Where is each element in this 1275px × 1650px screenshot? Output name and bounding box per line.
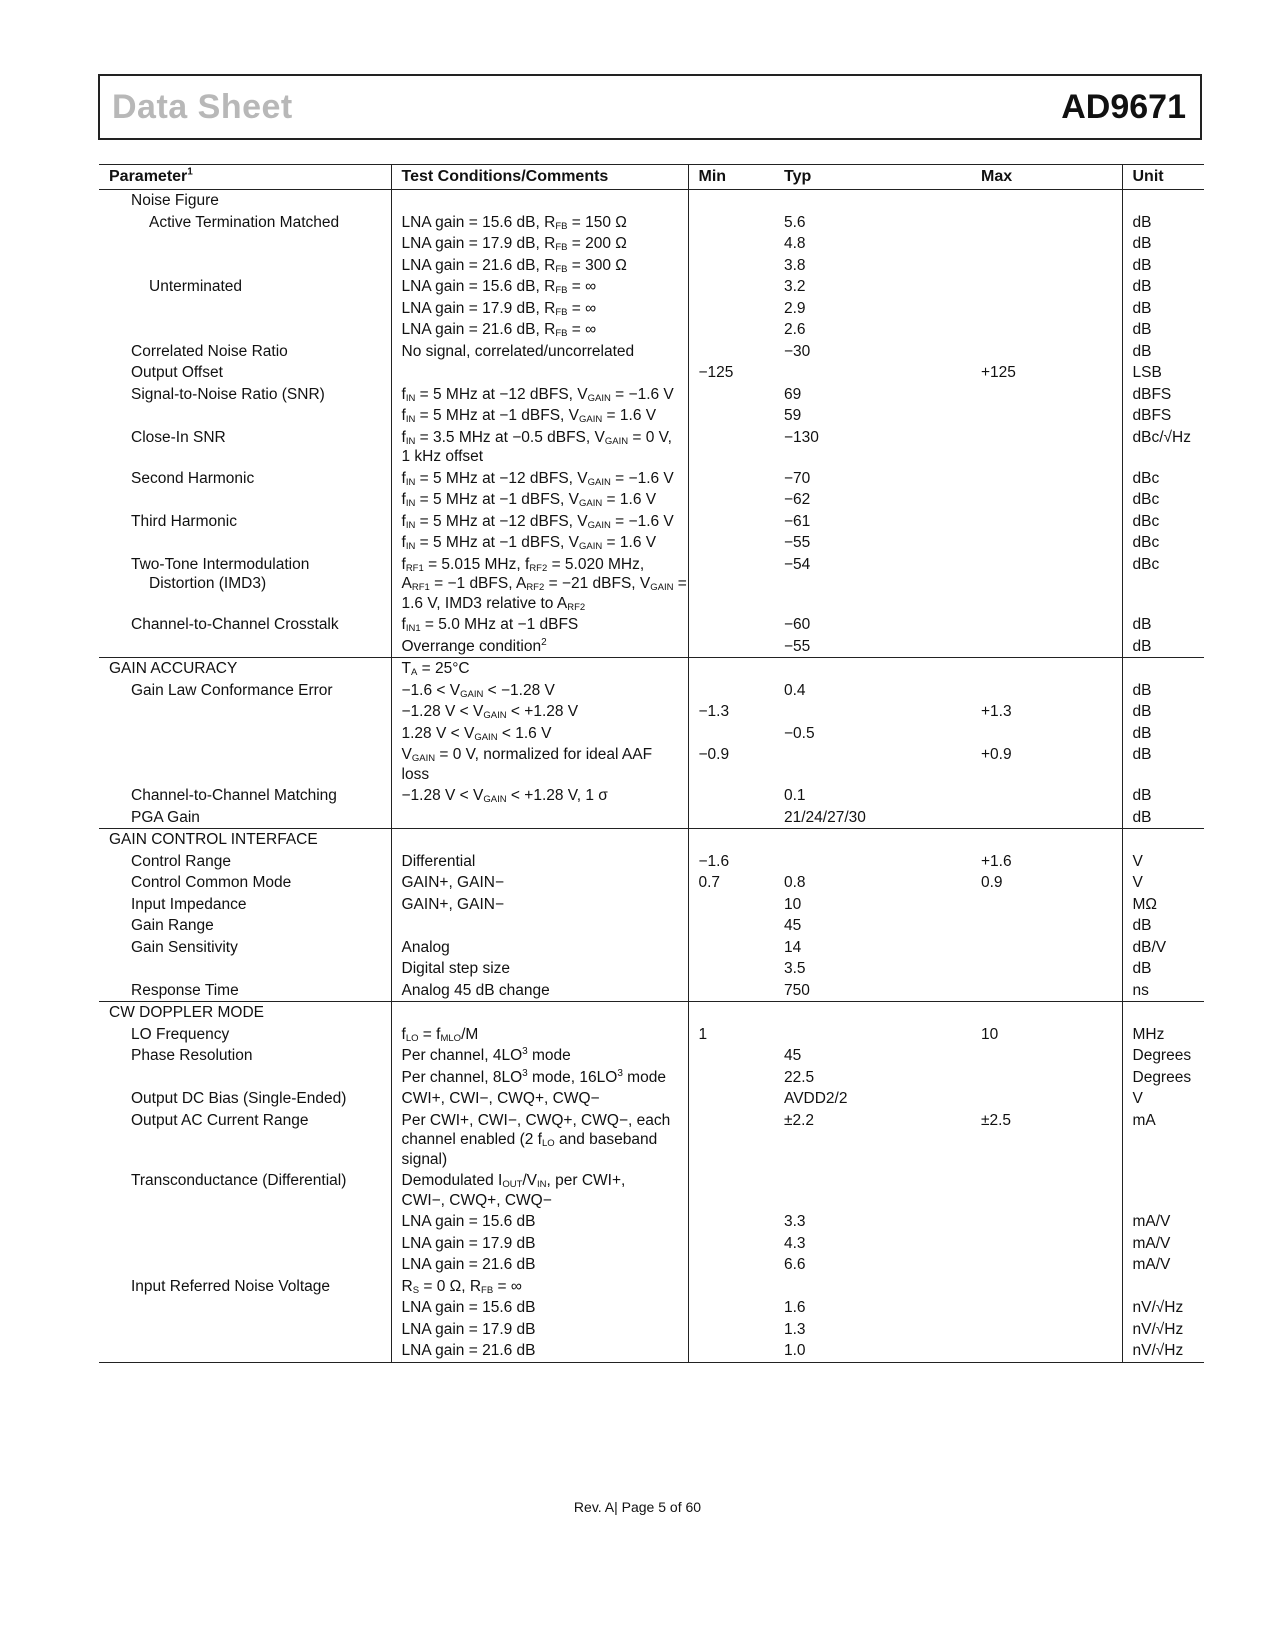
table-row bbox=[99, 1067, 1204, 1089]
unit-cell: dB bbox=[1132, 724, 1152, 742]
table-row bbox=[99, 532, 1204, 554]
max-cell: +1.3 bbox=[971, 701, 1122, 723]
table-row bbox=[99, 405, 1204, 427]
param-cell: PGA Gain bbox=[99, 807, 391, 829]
unit-cell: dB bbox=[1132, 299, 1152, 317]
table-row bbox=[99, 511, 1204, 533]
table-row bbox=[99, 1211, 1204, 1233]
param-cell: Noise Figure bbox=[99, 190, 391, 212]
min-cell: 0.7 bbox=[698, 874, 721, 891]
condition-cell: $f_{IN} = 3.5$ MHz at −0.5 dBFS, $V_{GAIN} = 0$ V, 1 kHz offset bbox=[391, 427, 688, 468]
param-cell: Close-In SNR bbox=[99, 427, 391, 468]
typ-cell: 4.3 bbox=[784, 1234, 806, 1252]
table-row bbox=[99, 872, 1204, 894]
typ-cell: 21/24/27/30 bbox=[784, 808, 866, 826]
typ-cell: 0.4 bbox=[784, 681, 806, 699]
typ-cell: −55 bbox=[784, 534, 811, 551]
unit-cell: dBFS bbox=[1132, 407, 1172, 424]
typ-cell: 3.5 bbox=[784, 960, 806, 977]
condition-cell: Per channel, $4LO^3$ mode bbox=[391, 1045, 688, 1067]
typ-cell: 59 bbox=[784, 407, 802, 424]
param-cell: Third Harmonic bbox=[99, 511, 391, 533]
unit-cell: dB bbox=[1132, 342, 1152, 360]
condition-cell: LNA gain = 15.6 dB bbox=[391, 1211, 688, 1233]
condition-cell: −1.28 $V < V_{GAIN} < +1.28$ V bbox=[391, 701, 688, 723]
unit-cell: dBc bbox=[1132, 512, 1160, 530]
table-row bbox=[99, 1024, 1204, 1046]
typ-cell: 2.6 bbox=[784, 321, 806, 338]
table-row bbox=[99, 341, 1204, 363]
col-header-conditions: Test Conditions/Comments bbox=[391, 165, 688, 190]
condition-cell: CWI+, CWI−, CWQ+, CWQ− bbox=[391, 1088, 688, 1110]
condition-cell: Overrange condition$^2$ bbox=[391, 636, 688, 658]
max-cell: +125 bbox=[971, 362, 1122, 384]
condition-cell: $V_{GAIN} = 0$ V, normalized for ideal AAF loss bbox=[391, 744, 688, 785]
unit-cell: dBFS bbox=[1132, 385, 1172, 403]
unit-cell: nV/√Hz bbox=[1122, 1340, 1204, 1362]
unit-cell: dB bbox=[1132, 321, 1152, 338]
unit-cell: V bbox=[1132, 852, 1143, 870]
param-cell: Phase Resolution bbox=[99, 1045, 391, 1067]
unit-cell: dB bbox=[1132, 278, 1152, 295]
table-row bbox=[99, 212, 1204, 234]
unit-cell: Degrees bbox=[1132, 1047, 1192, 1064]
table-header-row bbox=[99, 165, 1204, 190]
unit-cell: dB bbox=[1132, 787, 1152, 804]
unit-cell: V bbox=[1132, 1090, 1143, 1107]
condition-cell: Demodulated $I_{OUT}/V_{IN}$, per CWI+, CWI−, CWQ+, CWQ− bbox=[391, 1170, 688, 1211]
condition-cell: Per channel, $8LO^3$ mode, $16LO^3$ mode bbox=[391, 1067, 688, 1089]
col-header-max: Max bbox=[971, 165, 1122, 190]
condition-cell: Differential bbox=[391, 851, 688, 873]
unit-cell: mA/V bbox=[1132, 1213, 1171, 1230]
max-cell: +0.9 bbox=[971, 744, 1122, 785]
table-row bbox=[99, 276, 1204, 298]
min-cell: 1 bbox=[698, 1025, 708, 1043]
table-row bbox=[99, 233, 1204, 255]
typ-cell: 3.2 bbox=[784, 278, 806, 295]
condition-cell: LNA gain = 17.9 dB bbox=[391, 1233, 688, 1255]
condition-cell: Analog 45 dB change bbox=[391, 980, 688, 1002]
condition-cell: $-1.6 < V_{GAIN} < -1.28$ V bbox=[391, 680, 688, 702]
condition-cell: LNA gain = 21.6 dB, $R_{FB}$ = ∞ bbox=[391, 319, 688, 341]
table-row bbox=[99, 1319, 1204, 1341]
typ-cell: 1.0 bbox=[774, 1340, 971, 1362]
unit-cell: dB bbox=[1132, 703, 1152, 720]
table-row bbox=[99, 1110, 1204, 1171]
typ-cell: −70 bbox=[784, 469, 811, 487]
unit-cell: dB bbox=[1132, 256, 1152, 274]
table-row bbox=[99, 680, 1204, 702]
unit-cell: LSB bbox=[1132, 364, 1162, 381]
unit-cell: dB bbox=[1132, 746, 1152, 763]
param-cell: Control Common Mode bbox=[99, 872, 391, 894]
typ-cell: −54 bbox=[784, 555, 811, 573]
param-cell: Second Harmonic bbox=[99, 468, 391, 490]
unit-cell: dB bbox=[1132, 917, 1152, 934]
typ-cell: 3.3 bbox=[784, 1213, 806, 1230]
unit-cell: mA/V bbox=[1132, 1234, 1171, 1252]
unit-cell: dBc bbox=[1132, 555, 1160, 573]
unit-cell: dB bbox=[1132, 681, 1152, 699]
typ-cell: 10 bbox=[784, 895, 802, 913]
condition-cell: LNA gain = 17.9 dB, $R_{FB} = 200$ Ω bbox=[391, 233, 688, 255]
param-cell: Transconductance (Differential) bbox=[99, 1170, 391, 1211]
max-cell: 0.9 bbox=[971, 872, 1122, 894]
unit-cell: dBc/√Hz bbox=[1132, 428, 1191, 446]
page-footer: Rev. A| Page 5 of 60 bbox=[573, 1499, 702, 1515]
col-header-unit: Unit bbox=[1122, 165, 1204, 190]
condition-cell: $f_{IN1} = 5.0$ MHz at −1 dBFS bbox=[391, 614, 688, 636]
table-row bbox=[99, 636, 1204, 658]
condition-cell: $f_{RF1} = 5.015$ MHz, $f_{RF2} = 5.020$ MHz, $A_{RF1} = -1$ dBFS, $A_{RF2} = -21$ dBFS, $V_{GAIN}$ = 1.6 V, IMD3 relative to $A_{RF2}$ bbox=[391, 554, 688, 615]
table-row bbox=[99, 744, 1204, 785]
table-row bbox=[99, 1170, 1204, 1211]
typ-cell: −0.5 bbox=[784, 724, 815, 742]
section-title: GAIN ACCURACY bbox=[99, 658, 391, 680]
typ-cell: −62 bbox=[784, 491, 811, 508]
condition-cell: Per CWI+, CWI−, CWQ+, CWQ−, each channel enabled (2 $f_{LO}$ and baseband signal) bbox=[391, 1110, 688, 1171]
condition-cell: GAIN+, GAIN− bbox=[391, 872, 688, 894]
col-header-parameter: Parameter$^1$ bbox=[99, 165, 391, 190]
section-row-gain-accuracy bbox=[99, 658, 1204, 680]
typ-cell: 750 bbox=[784, 981, 810, 999]
header-part-number: AD9671 bbox=[1061, 88, 1186, 126]
param-cell: Input Referred Noise Voltage bbox=[99, 1276, 391, 1298]
unit-cell: MΩ bbox=[1132, 895, 1157, 913]
table-row bbox=[99, 255, 1204, 277]
typ-cell: 22.5 bbox=[784, 1068, 815, 1086]
unit-cell: dB bbox=[1132, 808, 1152, 826]
typ-cell: AVDD2/2 bbox=[784, 1090, 848, 1107]
table-row bbox=[99, 554, 1204, 615]
param-cell: Output Offset bbox=[99, 362, 391, 384]
condition-cell: $f_{IN} = 5$ MHz at −1 dBFS, $V_{GAIN} = 1.6$ V bbox=[391, 405, 688, 427]
param-cell: Output DC Bias (Single-Ended) bbox=[99, 1088, 391, 1110]
condition-cell: LNA gain = 21.6 dB bbox=[391, 1340, 688, 1362]
typ-cell: −60 bbox=[784, 616, 811, 633]
param-cell: Active Termination Matched bbox=[99, 212, 391, 234]
unit-cell: mA/V bbox=[1132, 1256, 1171, 1273]
unit-cell: V bbox=[1132, 874, 1143, 891]
condition-cell: LNA gain = 17.9 dB bbox=[391, 1319, 688, 1341]
table-row bbox=[99, 1088, 1204, 1110]
typ-cell: 69 bbox=[784, 385, 802, 403]
table-row bbox=[99, 384, 1204, 406]
param-cell: Gain Range bbox=[99, 915, 391, 937]
param-cell: Channel-to-Channel Matching bbox=[99, 785, 391, 807]
unit-cell: dB bbox=[1132, 616, 1152, 633]
col-header-min: Min bbox=[688, 165, 774, 190]
unit-cell: dB/V bbox=[1132, 938, 1167, 956]
min-cell: −1.6 bbox=[698, 852, 730, 870]
section-title: GAIN CONTROL INTERFACE bbox=[99, 829, 391, 851]
table-row bbox=[99, 319, 1204, 341]
condition-cell: LNA gain = 21.6 dB bbox=[391, 1254, 688, 1276]
param-cell: Gain Sensitivity bbox=[99, 937, 391, 959]
table-row bbox=[99, 980, 1204, 1002]
condition-cell: LNA gain = 15.6 dB, $R_{FB} = 150$ Ω bbox=[391, 212, 688, 234]
unit-cell: nV/√Hz bbox=[1132, 1299, 1184, 1316]
min-cell: −125 bbox=[698, 364, 734, 381]
condition-cell: Analog bbox=[391, 937, 688, 959]
condition-cell: −1.28 $V < V_{GAIN} < +1.28$ V, 1 σ bbox=[391, 785, 688, 807]
typ-cell: 3.8 bbox=[784, 256, 806, 274]
param-cell: Gain Law Conformance Error bbox=[99, 680, 391, 702]
table-row bbox=[99, 1297, 1204, 1319]
condition-cell: $f_{IN} = 5$ MHz at −12 dBFS, $V_{GAIN} = -1.6$ V bbox=[391, 384, 688, 406]
typ-cell: 14 bbox=[784, 938, 802, 956]
table-row bbox=[99, 298, 1204, 320]
unit-cell: dB bbox=[1132, 960, 1152, 977]
typ-cell: 5.6 bbox=[784, 213, 806, 231]
section-row-gain-control-interface bbox=[99, 829, 1204, 851]
condition-cell: LNA gain = 21.6 dB, $R_{FB} = 300$ Ω bbox=[391, 255, 688, 277]
param-cell: Channel-to-Channel Crosstalk bbox=[99, 614, 391, 636]
condition-cell: LNA gain = 15.6 dB, $R_{FB}$ = ∞ bbox=[391, 276, 688, 298]
specifications-table bbox=[99, 164, 1204, 1363]
condition-cell: $f_{IN} = 5$ MHz at −1 dBFS, $V_{GAIN} = 1.6$ V bbox=[391, 532, 688, 554]
param-cell: Response Time bbox=[99, 980, 391, 1002]
table-row bbox=[99, 723, 1204, 745]
typ-cell: 1.3 bbox=[784, 1320, 806, 1338]
unit-cell: dB bbox=[1132, 213, 1152, 231]
table-row bbox=[99, 915, 1204, 937]
section-title: CW DOPPLER MODE bbox=[99, 1002, 391, 1024]
condition-cell: $f_{IN} = 5$ MHz at −12 dBFS, $V_{GAIN} = -1.6$ V bbox=[391, 468, 688, 490]
table-row bbox=[99, 851, 1204, 873]
typ-cell: −130 bbox=[784, 428, 819, 446]
param-cell: Correlated Noise Ratio bbox=[99, 341, 391, 363]
section-row-cw-doppler-mode bbox=[99, 1002, 1204, 1024]
param-cell: LO Frequency bbox=[99, 1024, 391, 1046]
condition-cell: LNA gain = 17.9 dB, $R_{FB}$ = ∞ bbox=[391, 298, 688, 320]
min-cell: −0.9 bbox=[698, 746, 730, 763]
condition-cell: $R_S = 0$ Ω, $R_{FB}$ = ∞ bbox=[391, 1276, 688, 1298]
param-cell: Unterminated bbox=[99, 276, 391, 298]
min-cell: −1.3 bbox=[698, 703, 730, 720]
typ-cell: −55 bbox=[784, 637, 811, 655]
unit-cell: dBc bbox=[1132, 534, 1160, 551]
table-row bbox=[99, 1254, 1204, 1276]
param-cell: Signal-to-Noise Ratio (SNR) bbox=[99, 384, 391, 406]
table-row bbox=[99, 937, 1204, 959]
typ-cell: 6.6 bbox=[784, 1256, 806, 1273]
condition-cell: $f_{IN} = 5$ MHz at −1 dBFS, $V_{GAIN} = 1.6$ V bbox=[391, 489, 688, 511]
table-row bbox=[99, 894, 1204, 916]
table-row bbox=[99, 807, 1204, 829]
unit-cell: ns bbox=[1132, 981, 1149, 999]
page-header bbox=[98, 74, 1202, 140]
typ-cell: −61 bbox=[784, 512, 811, 530]
header-doc-type: Data Sheet bbox=[112, 88, 293, 126]
unit-cell: nV/√Hz bbox=[1132, 1320, 1184, 1338]
table-row bbox=[99, 614, 1204, 636]
param-cell: Two-Tone Intermodulation Distortion (IMD3) bbox=[99, 554, 391, 615]
condition-cell: GAIN+, GAIN− bbox=[391, 894, 688, 916]
condition-cell: No signal, correlated/uncorrelated bbox=[391, 341, 688, 363]
table-row bbox=[99, 362, 1204, 384]
param-cell: Output AC Current Range bbox=[99, 1110, 391, 1171]
table-row bbox=[99, 785, 1204, 807]
table-row bbox=[99, 427, 1204, 468]
condition-cell: 1.28 $V < V_{GAIN} < 1.6$ V bbox=[391, 723, 688, 745]
table-row bbox=[99, 190, 1204, 212]
condition-cell: $T_A = 25^\circ C$ bbox=[391, 658, 688, 680]
condition-cell: $f_{IN} = 5$ MHz at −12 dBFS, $V_{GAIN} = -1.6$ V bbox=[391, 511, 688, 533]
table-row bbox=[99, 1233, 1204, 1255]
col-header-typ: Typ bbox=[774, 165, 971, 190]
condition-cell: LNA gain = 15.6 dB bbox=[391, 1297, 688, 1319]
max-cell: 10 bbox=[971, 1024, 1122, 1046]
typ-cell: 4.8 bbox=[784, 235, 806, 252]
condition-cell: $f_{LO} = f_{MLO}/M$ bbox=[391, 1024, 688, 1046]
table-row bbox=[99, 1276, 1204, 1298]
table-row bbox=[99, 1045, 1204, 1067]
typ-cell: 0.1 bbox=[784, 787, 806, 804]
typ-cell: 1.6 bbox=[784, 1299, 806, 1316]
table-row bbox=[99, 701, 1204, 723]
typ-cell: −30 bbox=[784, 342, 811, 360]
param-cell: Control Range bbox=[99, 851, 391, 873]
param-cell: Input Impedance bbox=[99, 894, 391, 916]
unit-cell: dB bbox=[1132, 235, 1152, 252]
table-row bbox=[99, 468, 1204, 490]
unit-cell: dBc bbox=[1132, 469, 1160, 487]
max-cell: ±2.5 bbox=[971, 1110, 1122, 1171]
typ-cell: 0.8 bbox=[784, 874, 806, 891]
typ-cell: ±2.2 bbox=[784, 1111, 815, 1129]
table-row bbox=[99, 1340, 1204, 1362]
unit-cell: dB bbox=[1132, 637, 1152, 655]
typ-cell: 2.9 bbox=[784, 299, 806, 317]
unit-cell: mA bbox=[1132, 1111, 1156, 1129]
unit-cell: MHz bbox=[1132, 1025, 1165, 1043]
typ-cell: 45 bbox=[784, 917, 802, 934]
max-cell: +1.6 bbox=[971, 851, 1122, 873]
unit-cell: Degrees bbox=[1132, 1068, 1192, 1086]
table-row bbox=[99, 958, 1204, 980]
table-row bbox=[99, 489, 1204, 511]
condition-cell: Digital step size bbox=[391, 958, 688, 980]
unit-cell: dBc bbox=[1132, 491, 1160, 508]
typ-cell: 45 bbox=[784, 1047, 802, 1064]
